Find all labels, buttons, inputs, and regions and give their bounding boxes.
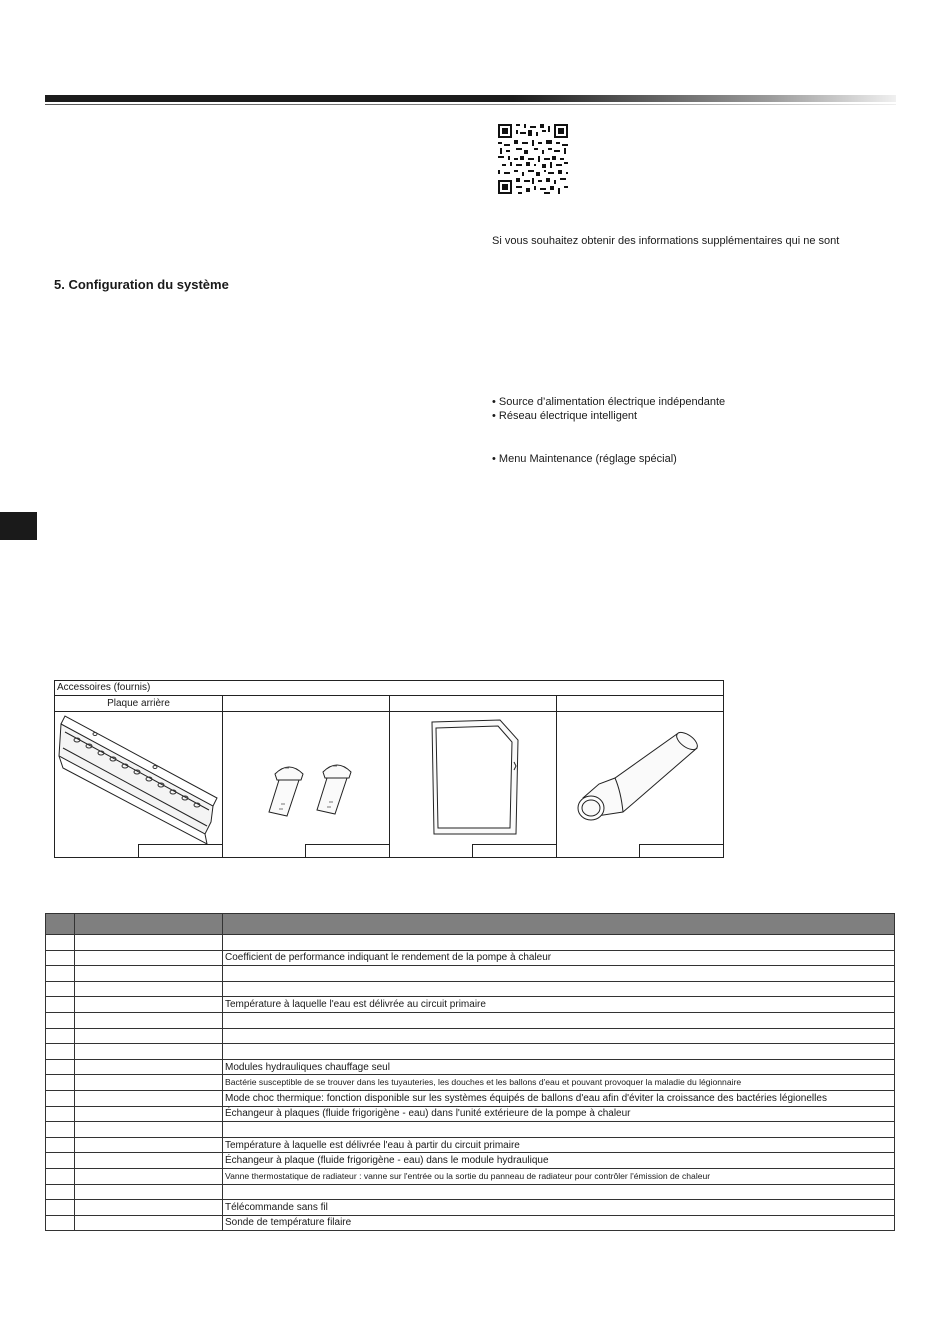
table-row: Bactérie susceptible de se trouver dans les tuyauteries, les douches et les ballons d'eau et pouvant provoquer la maladie du légionnaire — [46, 1075, 895, 1091]
accessory-tag — [639, 844, 723, 858]
table-row: Modules hydrauliques chauffage seul — [46, 1059, 895, 1075]
accessories-title: Accessoires (fournis) — [55, 681, 723, 696]
header-rule-thin — [45, 104, 896, 105]
table-row — [46, 1184, 895, 1200]
section-title: 5. Configuration du système — [54, 277, 229, 292]
table-row: Température à laquelle est délivrée l'eau à partir du circuit primaire — [46, 1137, 895, 1153]
bullet-smart-grid: • Réseau électrique intelligent — [492, 410, 638, 422]
bullet-power-source: • Source d’alimentation électrique indépendante — [492, 396, 726, 408]
table-row: Échangeur à plaque (fluide frigorigène - eau) dans le module hydraulique — [46, 1153, 895, 1169]
bullet-maintenance-menu: • Menu Maintenance (réglage spécial) — [492, 453, 677, 465]
accessory-cell-sd-card — [390, 712, 556, 858]
accessory-cell-sleeve — [557, 712, 723, 858]
table-row: Coefficient de performance indiquant le rendement de la pompe à chaleur — [46, 950, 895, 966]
table-row: Vanne thermostatique de radiateur : vanne sur l'entrée ou la sortie du panneau de radiateur pour contrôler l'émission de chaleur — [46, 1168, 895, 1184]
accessory-tag — [472, 844, 556, 858]
info-text: Si vous souhaitez obtenir des informations supplémentaires qui ne sont — [492, 235, 840, 247]
glossary-header-row — [46, 914, 895, 935]
table-row: Échangeur à plaques (fluide frigorigène - eau) dans l'unité extérieure de la pompe à chaleur — [46, 1106, 895, 1122]
sleeve-icon — [557, 712, 723, 858]
accessory-tag — [305, 844, 389, 858]
mounting-plate-icon — [55, 712, 222, 858]
header-rule — [45, 95, 896, 102]
accessory-cell-plate — [55, 712, 222, 858]
screws-icon — [223, 712, 389, 858]
table-row — [46, 1012, 895, 1028]
table-row: Mode choc thermique: fonction disponible sur les systèmes équipés de ballons d'eau afin d'éviter la croissance des bactéries légionelles — [46, 1090, 895, 1106]
table-row: Télécommande sans fil — [46, 1200, 895, 1216]
table-row — [46, 1122, 895, 1138]
table-row — [46, 981, 895, 997]
accessories-table — [54, 680, 724, 858]
table-row — [46, 1044, 895, 1060]
table-row: Sonde de température filaire — [46, 1215, 895, 1231]
table-row — [46, 966, 895, 982]
side-tab — [0, 512, 37, 540]
qr-code-icon — [498, 124, 568, 194]
accessory-tag — [138, 844, 222, 858]
accessory-cell-screws — [223, 712, 389, 858]
sd-card-icon — [390, 712, 556, 858]
table-row: Température à laquelle l'eau est délivrée au circuit primaire — [46, 997, 895, 1013]
accessory-label-plate: Plaque arrière — [107, 698, 170, 709]
table-row — [46, 935, 895, 951]
glossary-table — [45, 913, 895, 1231]
table-row — [46, 1028, 895, 1044]
